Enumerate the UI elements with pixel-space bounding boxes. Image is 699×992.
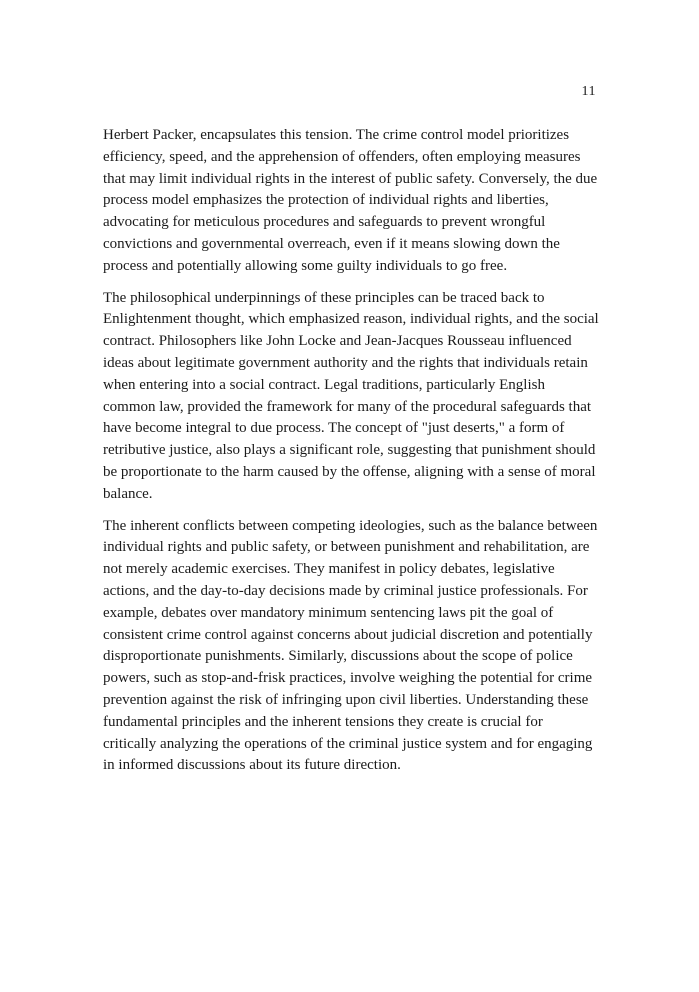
page-body xyxy=(103,125,599,777)
paragraph-inherent-conflicts: The inherent conflicts between competing ideologies, such as the balance between individual rights and public safety, or between punishment and rehabilitation, are not merely academic exercises. They manifest in policy debates, legislative actions, and the day-to-day decisions made by criminal justice professionals. For example, debates over mandatory minimum sentencing laws pit the goal of consistent crime control against concerns about judicial discretion and potentially disproportionate punishments. Similarly, discussions about the scope of police powers, such as stop-and-frisk practices, involve weighing the potential for crime prevention against the risk of infringing upon civil liberties. Understanding these fundamental principles and the inherent tensions they create is crucial for critically analyzing the operations of the criminal justice system and for engaging in informed discussions about its future direction. xyxy=(103,517,598,774)
paragraph-philosophical-underpinnings: The philosophical underpinnings of these principles can be traced back to Enlightenment thought, which emphasized reason, individual rights, and the social contract. Philosophers like John Locke and Jean-Jacques Rousseau influenced ideas about legitimate government authority and the rights that individuals retain when entering into a social contract. Legal traditions, particularly English common law, provided the framework for many of the procedural safeguards that have become integral to due process. The concept of "just deserts," a form of retributive justice, also plays a significant role, suggesting that punishment should be proportionate to the harm caused by the offense, aligning with a sense of moral balance. xyxy=(103,289,599,502)
page-number: 11 xyxy=(581,84,596,99)
paragraph-crime-control-vs-due-process: Herbert Packer, encapsulates this tension. The crime control model prioritizes efficiency, speed, and the apprehension of offenders, often employing measures that may limit individual rights in the interest of public safety. Conversely, the due process model emphasizes the protection of individual rights and liberties, advocating for meticulous procedures and safeguards to prevent wrongful convictions and governmental overreach, even if it means slowing down the process and potentially allowing some guilty individuals to go free. xyxy=(103,127,598,274)
